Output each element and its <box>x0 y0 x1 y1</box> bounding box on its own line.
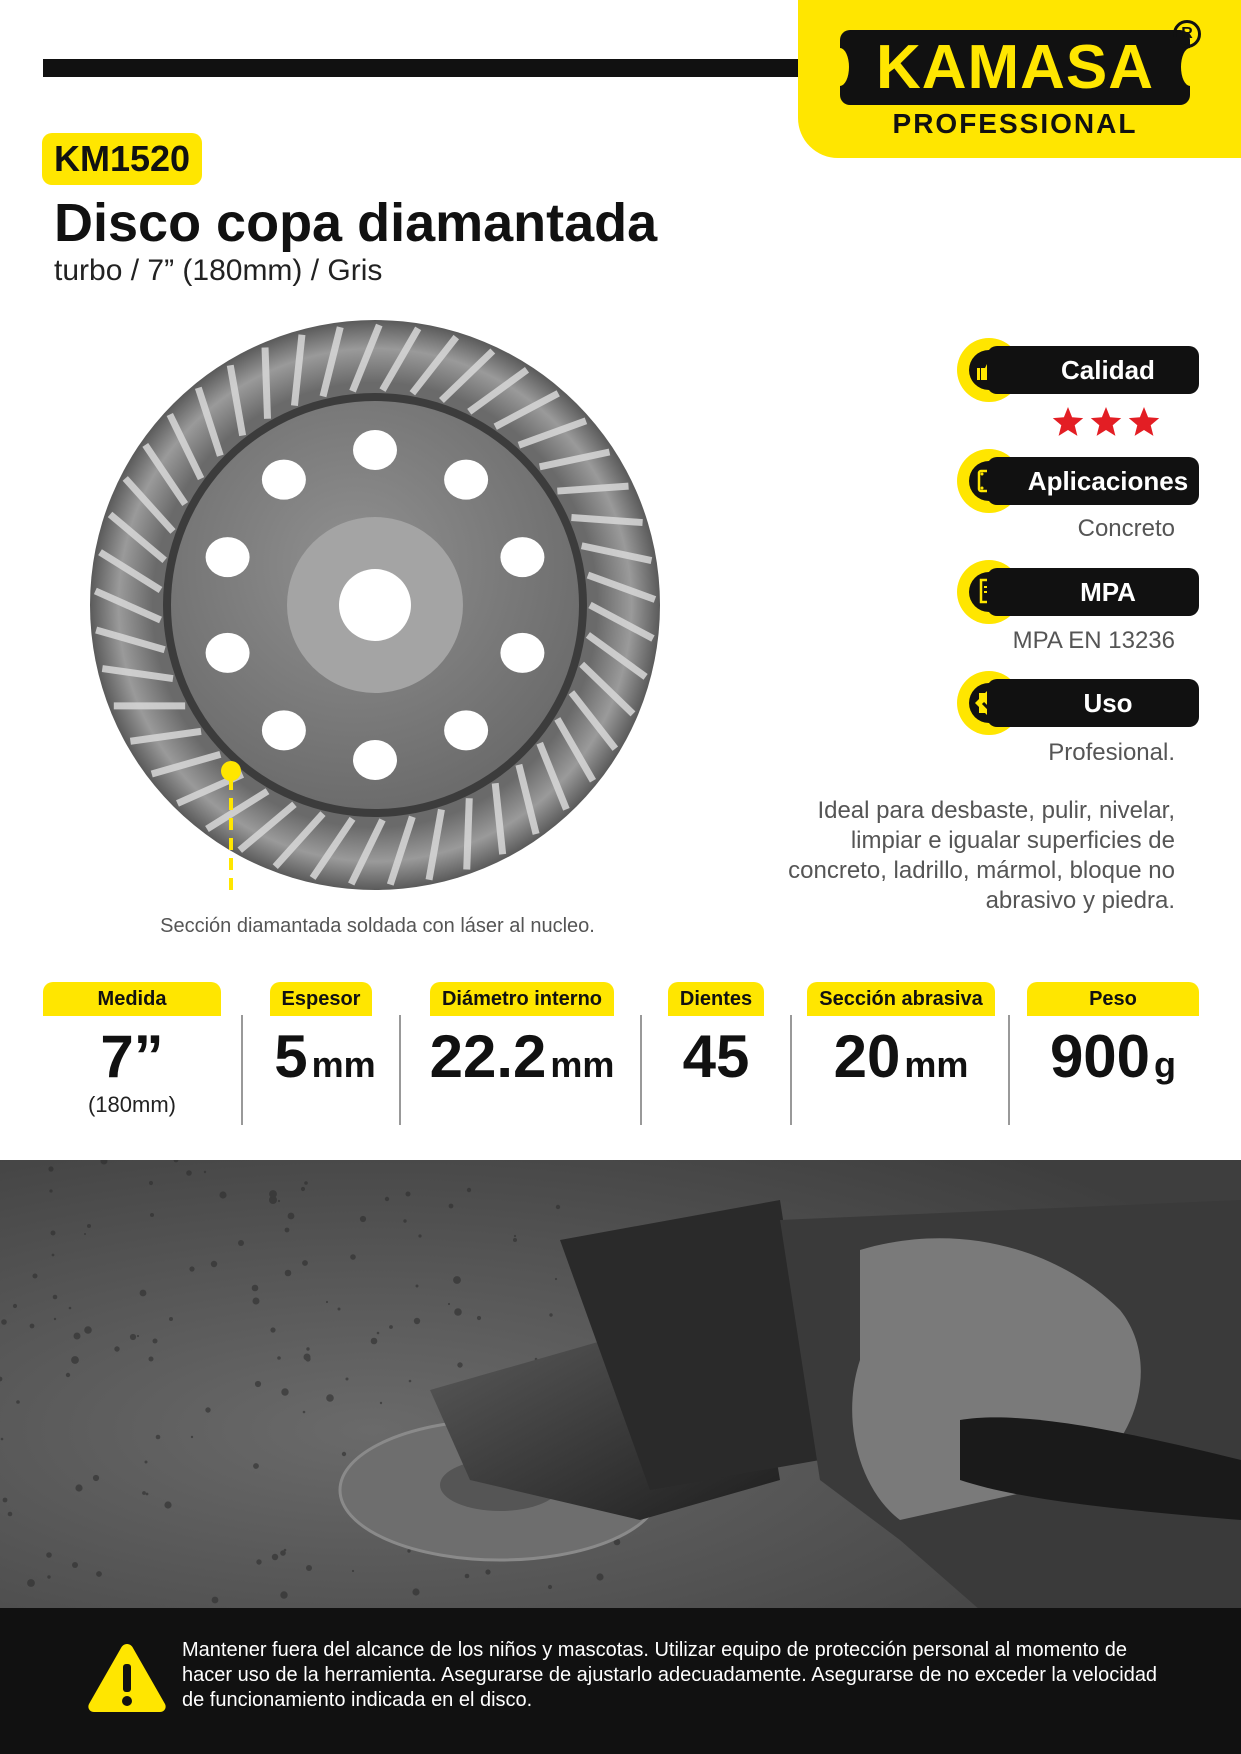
concrete-speckle <box>352 1570 354 1572</box>
feature-uso <box>957 679 1199 727</box>
concrete-speckle <box>301 1187 305 1191</box>
concrete-speckle <box>416 1285 419 1288</box>
product-code: KM1520 <box>42 133 202 185</box>
concrete-speckle <box>377 1332 380 1335</box>
concrete-speckle <box>514 1235 516 1237</box>
concrete-speckle <box>346 1378 349 1381</box>
concrete-speckle <box>448 1303 450 1305</box>
concrete-speckle <box>304 1181 308 1185</box>
spec-seccion-abrasiva <box>806 982 996 1100</box>
concrete-speckle <box>74 1333 81 1340</box>
concrete-speckle <box>169 1317 173 1321</box>
concrete-speckle <box>150 1213 154 1217</box>
feature-mpa-value: MPA EN 13236 <box>1012 627 1175 654</box>
concrete-speckle <box>555 1278 557 1280</box>
concrete-speckle <box>350 1254 356 1260</box>
spec-divider <box>1008 1015 1010 1125</box>
safety-text: Mantener fuera del alcance de los niños y mascotas. Utilizar equipo de protección personal al momento de hacer uso de la herramienta. Asegurarse de ajustarlo adecuadamente. Asegurarse de no exceder la velocidad de funcionamiento indicada en el disco. <box>182 1639 1158 1711</box>
concrete-speckle <box>96 1571 102 1577</box>
concrete-speckle <box>596 1573 603 1580</box>
concrete-speckle <box>449 1204 454 1209</box>
disc-vent-hole <box>262 460 306 500</box>
concrete-speckle <box>306 1347 309 1350</box>
concrete-speckle <box>270 1327 275 1332</box>
concrete-speckle <box>360 1216 366 1222</box>
disc-vent-hole <box>444 460 488 500</box>
concrete-speckle <box>303 1411 306 1414</box>
concrete-speckle <box>93 1475 99 1481</box>
feature-mpa <box>957 568 1199 616</box>
feature-aplicaciones-value: Concreto <box>1077 515 1175 542</box>
concrete-speckle <box>485 1569 490 1574</box>
spec-label: Diámetro interno <box>430 982 614 1016</box>
concrete-speckle <box>47 1575 50 1578</box>
brand-tagline: PROFESSIONAL <box>892 108 1138 139</box>
disc-tooth <box>557 486 628 491</box>
spec-value: 45 <box>682 1023 750 1090</box>
concrete-speckle <box>27 1579 35 1587</box>
concrete-speckle <box>52 1254 55 1257</box>
concrete-speckle <box>186 1170 192 1176</box>
concrete-speckle <box>212 1597 219 1604</box>
feature-aplicaciones <box>957 457 1199 505</box>
concrete-speckle <box>1 1438 4 1441</box>
product-subtitle: turbo / 7” (180mm) / Gris <box>54 254 383 287</box>
concrete-speckle <box>326 1394 334 1402</box>
concrete-speckle <box>477 1316 481 1320</box>
rating-star <box>1129 407 1159 436</box>
concrete-speckle <box>53 1295 58 1300</box>
concrete-speckle <box>51 1231 56 1236</box>
rating-star <box>1053 407 1083 436</box>
spec-divider <box>241 1015 243 1125</box>
grinder-photo <box>0 1160 1241 1610</box>
concrete-speckle <box>285 1270 292 1277</box>
concrete-speckle <box>146 1493 149 1496</box>
concrete-speckle <box>164 1501 171 1508</box>
disc-vent-hole <box>444 710 488 750</box>
concrete-speckle <box>211 1261 217 1267</box>
spec-divider <box>790 1015 792 1125</box>
concrete-speckle <box>69 1307 72 1310</box>
concrete-speckle <box>272 1554 278 1560</box>
disc-tooth <box>467 798 470 869</box>
disc-vent-hole <box>262 710 306 750</box>
concrete-speckle <box>284 1549 287 1552</box>
concrete-speckle <box>513 1238 517 1242</box>
concrete-speckle <box>71 1356 79 1364</box>
concrete-speckle <box>145 1461 148 1464</box>
concrete-speckle <box>204 1171 206 1173</box>
concrete-speckle <box>156 1435 161 1440</box>
disc-vent-hole <box>206 537 250 577</box>
product-title: Disco copa diamantada <box>54 193 658 253</box>
feature-calidad <box>957 346 1199 394</box>
spec-label: Peso <box>1027 982 1199 1016</box>
concrete-speckle <box>454 1308 462 1316</box>
concrete-speckle <box>389 1325 393 1329</box>
spec-label: Espesor <box>270 982 373 1016</box>
spec-note: (180mm) <box>87 1092 176 1117</box>
concrete-speckle <box>255 1381 261 1387</box>
brand-name: KAMASA <box>875 33 1155 102</box>
concrete-speckle <box>219 1191 226 1198</box>
concrete-speckle <box>467 1188 471 1192</box>
concrete-speckle <box>130 1334 136 1340</box>
spec-value: 20 mm <box>833 1023 969 1090</box>
concrete-speckle <box>13 1304 17 1308</box>
safety-footer <box>0 1608 1241 1754</box>
spec-peso <box>1027 982 1199 1100</box>
concrete-speckle <box>238 1240 244 1246</box>
concrete-speckle <box>137 1335 139 1337</box>
spec-divider <box>399 1015 401 1125</box>
concrete-speckle <box>277 1356 281 1360</box>
concrete-speckle <box>380 1402 382 1404</box>
concrete-speckle <box>406 1192 411 1197</box>
concrete-speckle <box>302 1260 308 1266</box>
concrete-speckle <box>87 1224 91 1228</box>
concrete-speckle <box>48 1166 53 1171</box>
concrete-speckle <box>385 1197 389 1201</box>
header-rule <box>43 59 803 77</box>
concrete-speckle <box>191 1436 193 1438</box>
concrete-speckle <box>403 1219 406 1222</box>
concrete-speckle <box>418 1234 421 1237</box>
concrete-speckle <box>407 1549 410 1552</box>
concrete-speckle <box>142 1491 146 1495</box>
usage-photo <box>0 1160 1241 1610</box>
image-note: Sección diamantada soldada con láser al nucleo. <box>160 915 595 937</box>
concrete-speckle <box>269 1190 277 1198</box>
spec-divider <box>640 1015 642 1125</box>
feature-label: MPA <box>987 568 1199 616</box>
concrete-speckle <box>72 1562 78 1568</box>
rating-stars <box>1050 404 1165 440</box>
spec-value: 5 mm <box>274 1023 376 1090</box>
disc-vent-hole <box>353 740 397 780</box>
concrete-speckle <box>556 1205 560 1209</box>
concrete-speckle <box>306 1565 312 1571</box>
concrete-speckle <box>285 1228 290 1233</box>
concrete-speckle <box>465 1574 470 1579</box>
concrete-speckle <box>548 1585 552 1589</box>
concrete-speckle <box>414 1318 420 1324</box>
spec-medida <box>43 982 221 1118</box>
disc-vent-hole <box>206 633 250 673</box>
concrete-speckle <box>305 1356 310 1361</box>
concrete-speckle <box>16 1400 20 1404</box>
concrete-speckle <box>280 1591 287 1598</box>
concrete-speckle <box>453 1276 461 1284</box>
disc-tooth <box>571 518 642 523</box>
concrete-speckle <box>189 1266 194 1271</box>
concrete-speckle <box>149 1357 154 1362</box>
concrete-speckle <box>326 1301 328 1303</box>
concrete-speckle <box>412 1588 419 1595</box>
concrete-speckle <box>33 1274 38 1279</box>
spec-value: 900 g <box>1049 1023 1177 1090</box>
concrete-speckle <box>49 1189 52 1192</box>
feature-label: Uso <box>987 679 1199 727</box>
product-image <box>88 318 663 893</box>
feature-uso-value: Profesional. <box>1048 739 1175 766</box>
concrete-speckle <box>281 1388 288 1395</box>
concrete-speckle <box>371 1338 378 1345</box>
disc-vent-hole <box>353 430 397 470</box>
concrete-speckle <box>8 1512 13 1517</box>
concrete-speckle <box>252 1285 259 1292</box>
concrete-speckle <box>149 1181 153 1185</box>
spec-label: Dientes <box>668 982 764 1016</box>
feature-label: Calidad <box>987 346 1199 394</box>
concrete-speckle <box>140 1290 147 1297</box>
concrete-speckle <box>114 1346 119 1351</box>
concrete-speckle <box>342 1452 346 1456</box>
diamond-cup-disc-image <box>88 318 663 893</box>
spec-value: 22.2 mm <box>429 1023 615 1090</box>
concrete-speckle <box>409 1380 412 1383</box>
disc-vent-hole <box>500 633 544 673</box>
spec-diametro-interno <box>413 982 631 1100</box>
concrete-speckle <box>457 1362 462 1367</box>
concrete-speckle <box>256 1559 261 1564</box>
concrete-speckle <box>338 1308 341 1311</box>
spec-label: Sección abrasiva <box>807 982 994 1016</box>
spec-dientes <box>656 982 776 1092</box>
spec-espesor <box>250 982 400 1100</box>
concrete-speckle <box>205 1407 210 1412</box>
spec-label: Medida <box>43 982 221 1016</box>
registered-mark: R <box>1173 20 1201 48</box>
product-description: Ideal para desbaste, pulir, nivelar, limpiar e igualar superficies de concreto, ladrillo, mármol, bloque no abrasivo y piedra. <box>788 797 1175 914</box>
concrete-speckle <box>253 1298 260 1305</box>
concrete-speckle <box>30 1324 35 1329</box>
concrete-speckle <box>46 1552 52 1558</box>
concrete-speckle <box>278 1200 280 1202</box>
concrete-speckle <box>1 1319 7 1325</box>
concrete-speckle <box>253 1463 259 1469</box>
concrete-speckle <box>3 1498 8 1503</box>
concrete-speckle <box>66 1373 70 1377</box>
warning-icon <box>86 1640 168 1716</box>
concrete-speckle <box>75 1484 82 1491</box>
concrete-speckle <box>288 1213 295 1220</box>
disc-vent-hole <box>500 537 544 577</box>
concrete-speckle <box>549 1313 552 1316</box>
spec-value: 7” <box>100 1023 164 1090</box>
concrete-speckle <box>84 1233 86 1235</box>
concrete-speckle <box>84 1326 92 1334</box>
disc-tooth <box>265 347 267 418</box>
concrete-speckle <box>54 1318 56 1320</box>
feature-label: Aplicaciones <box>987 457 1199 505</box>
concrete-speckle <box>153 1339 158 1344</box>
rating-star <box>1091 407 1121 436</box>
